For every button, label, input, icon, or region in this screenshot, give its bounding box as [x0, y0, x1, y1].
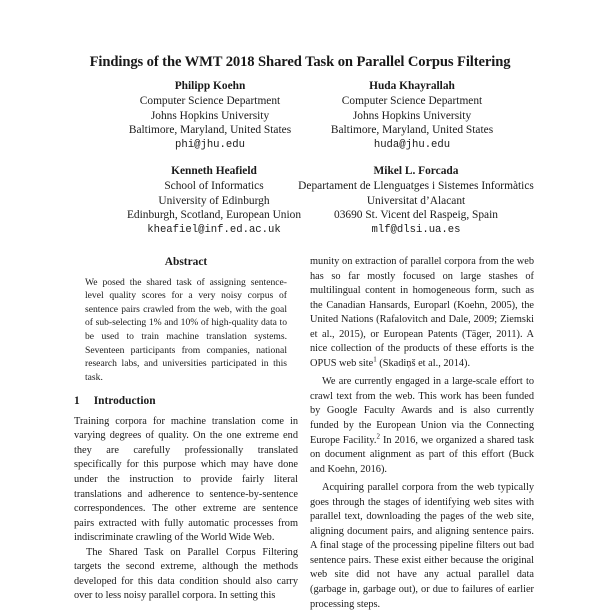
author-block-khayrallah [282, 79, 542, 153]
author-name: Philipp Koehn [174, 80, 246, 92]
author-email: huda@jhu.edu [373, 139, 451, 152]
author-institution: Johns Hopkins University [150, 109, 270, 122]
footnote-marker: 1 [373, 355, 377, 364]
author-department: School of Informatics [164, 179, 264, 192]
paragraph: Training corpora for machine translation come in varying degrees of quality. On the one extreme end they are carefully professionally translated specifically for this purpose which may have done under the instruction to provide fairly literal translations and adherence to sentence-by-sentence correspondences. The other extreme are sentence pairs extracted with fully automatic processes from indiscriminate crawling of the World Wide Web. [74, 415, 298, 544]
section-title: Introduction [93, 395, 156, 408]
abstract-text: We posed the shared task of assigning sentence-level quality scores for a very noisy corpus of sentence pairs crawled from the web, with the goal of sub-selecting 1% and 10% of high-quality data to be used to train machine translation systems. Seventeen participants from companies, national research labs, and universities participated in this task. [85, 276, 287, 383]
paragraph [310, 255, 534, 371]
right-column [310, 255, 534, 612]
author-name: Huda Khayrallah [369, 80, 455, 92]
author-location: 03690 St. Vicent del Raspeig, Spain [334, 209, 498, 222]
author-email: mlf@dlsi.ua.es [371, 224, 461, 237]
author-name: Mikel L. Forcada [373, 165, 459, 177]
author-institution: Johns Hopkins University [352, 109, 472, 122]
paragraph [310, 375, 534, 477]
paragraph-text: (Skadiņš et al., 2014). [376, 357, 471, 369]
author-location: Baltimore, Maryland, United States [330, 124, 494, 137]
author-department: Computer Science Department [341, 94, 483, 107]
author-location: Edinburgh, Scotland, European Union [126, 209, 302, 222]
left-column [74, 255, 298, 604]
abstract-heading: Abstract [164, 256, 208, 268]
author-location: Baltimore, Maryland, United States [128, 124, 292, 137]
paragraph: Acquiring parallel corpora from the web typically goes through the stages of identifying web sites with parallel text, downloading the pages of the web site, aligning document pairs, and aligning sentence pairs. A final stage of the processing pipeline filters out bad sentence pairs. These exist either because the original web site did not have any actual parallel data (garbage in, garbage out), or due to failures of earlier processing steps. [310, 482, 534, 610]
author-institution: University of Edinburgh [158, 194, 270, 207]
paragraph-text: munity on extraction of parallel corpora from the web has so far mostly focused on large stashes of multilingual content in homogeneous form, such as the Canadian Hansards, Europarl (Koehn, 2005), the United Nations (Rafalovitch and Dale, 2009; Ziemski et al., 2015), or European Patents (Täger, 2011). A nice collection of the products of these efforts is the OPUS web site [310, 256, 534, 369]
author-email: kheafiel@inf.ed.ac.uk [147, 224, 281, 237]
footnote-marker: 2 [376, 432, 380, 441]
author-institution: Universitat d’Alacant [366, 194, 466, 207]
author-email: phi@jhu.edu [175, 139, 245, 152]
author-department: Departament de Llenguatges i Sistemes Informàtics [298, 179, 534, 192]
author-name: Kenneth Heafield [171, 165, 257, 177]
paper-title: Findings of the WMT 2018 Shared Task on Parallel Corpus Filtering [89, 54, 511, 70]
author-department: Computer Science Department [139, 94, 281, 107]
paragraph: The Shared Task on Parallel Corpus Filtering targets the second extreme, although the methods developed for this data condition should also carry over to less noisy parallel corpora. In setting this [74, 546, 298, 602]
section-number: 1 [74, 395, 80, 408]
author-block-forcada [286, 164, 546, 238]
paragraph-text: In 2016, we organized a shared task on document alignment as part of this effort (Buck and Koehn, 2016). [310, 434, 534, 475]
paragraph-text: We are currently engaged in a large-scale effort to crawl text from the web. This work has been funded by Google Faculty Awards and is also currently funded by the European Union via the Connecting Europe Facility. [310, 376, 534, 446]
section-heading [74, 394, 298, 409]
